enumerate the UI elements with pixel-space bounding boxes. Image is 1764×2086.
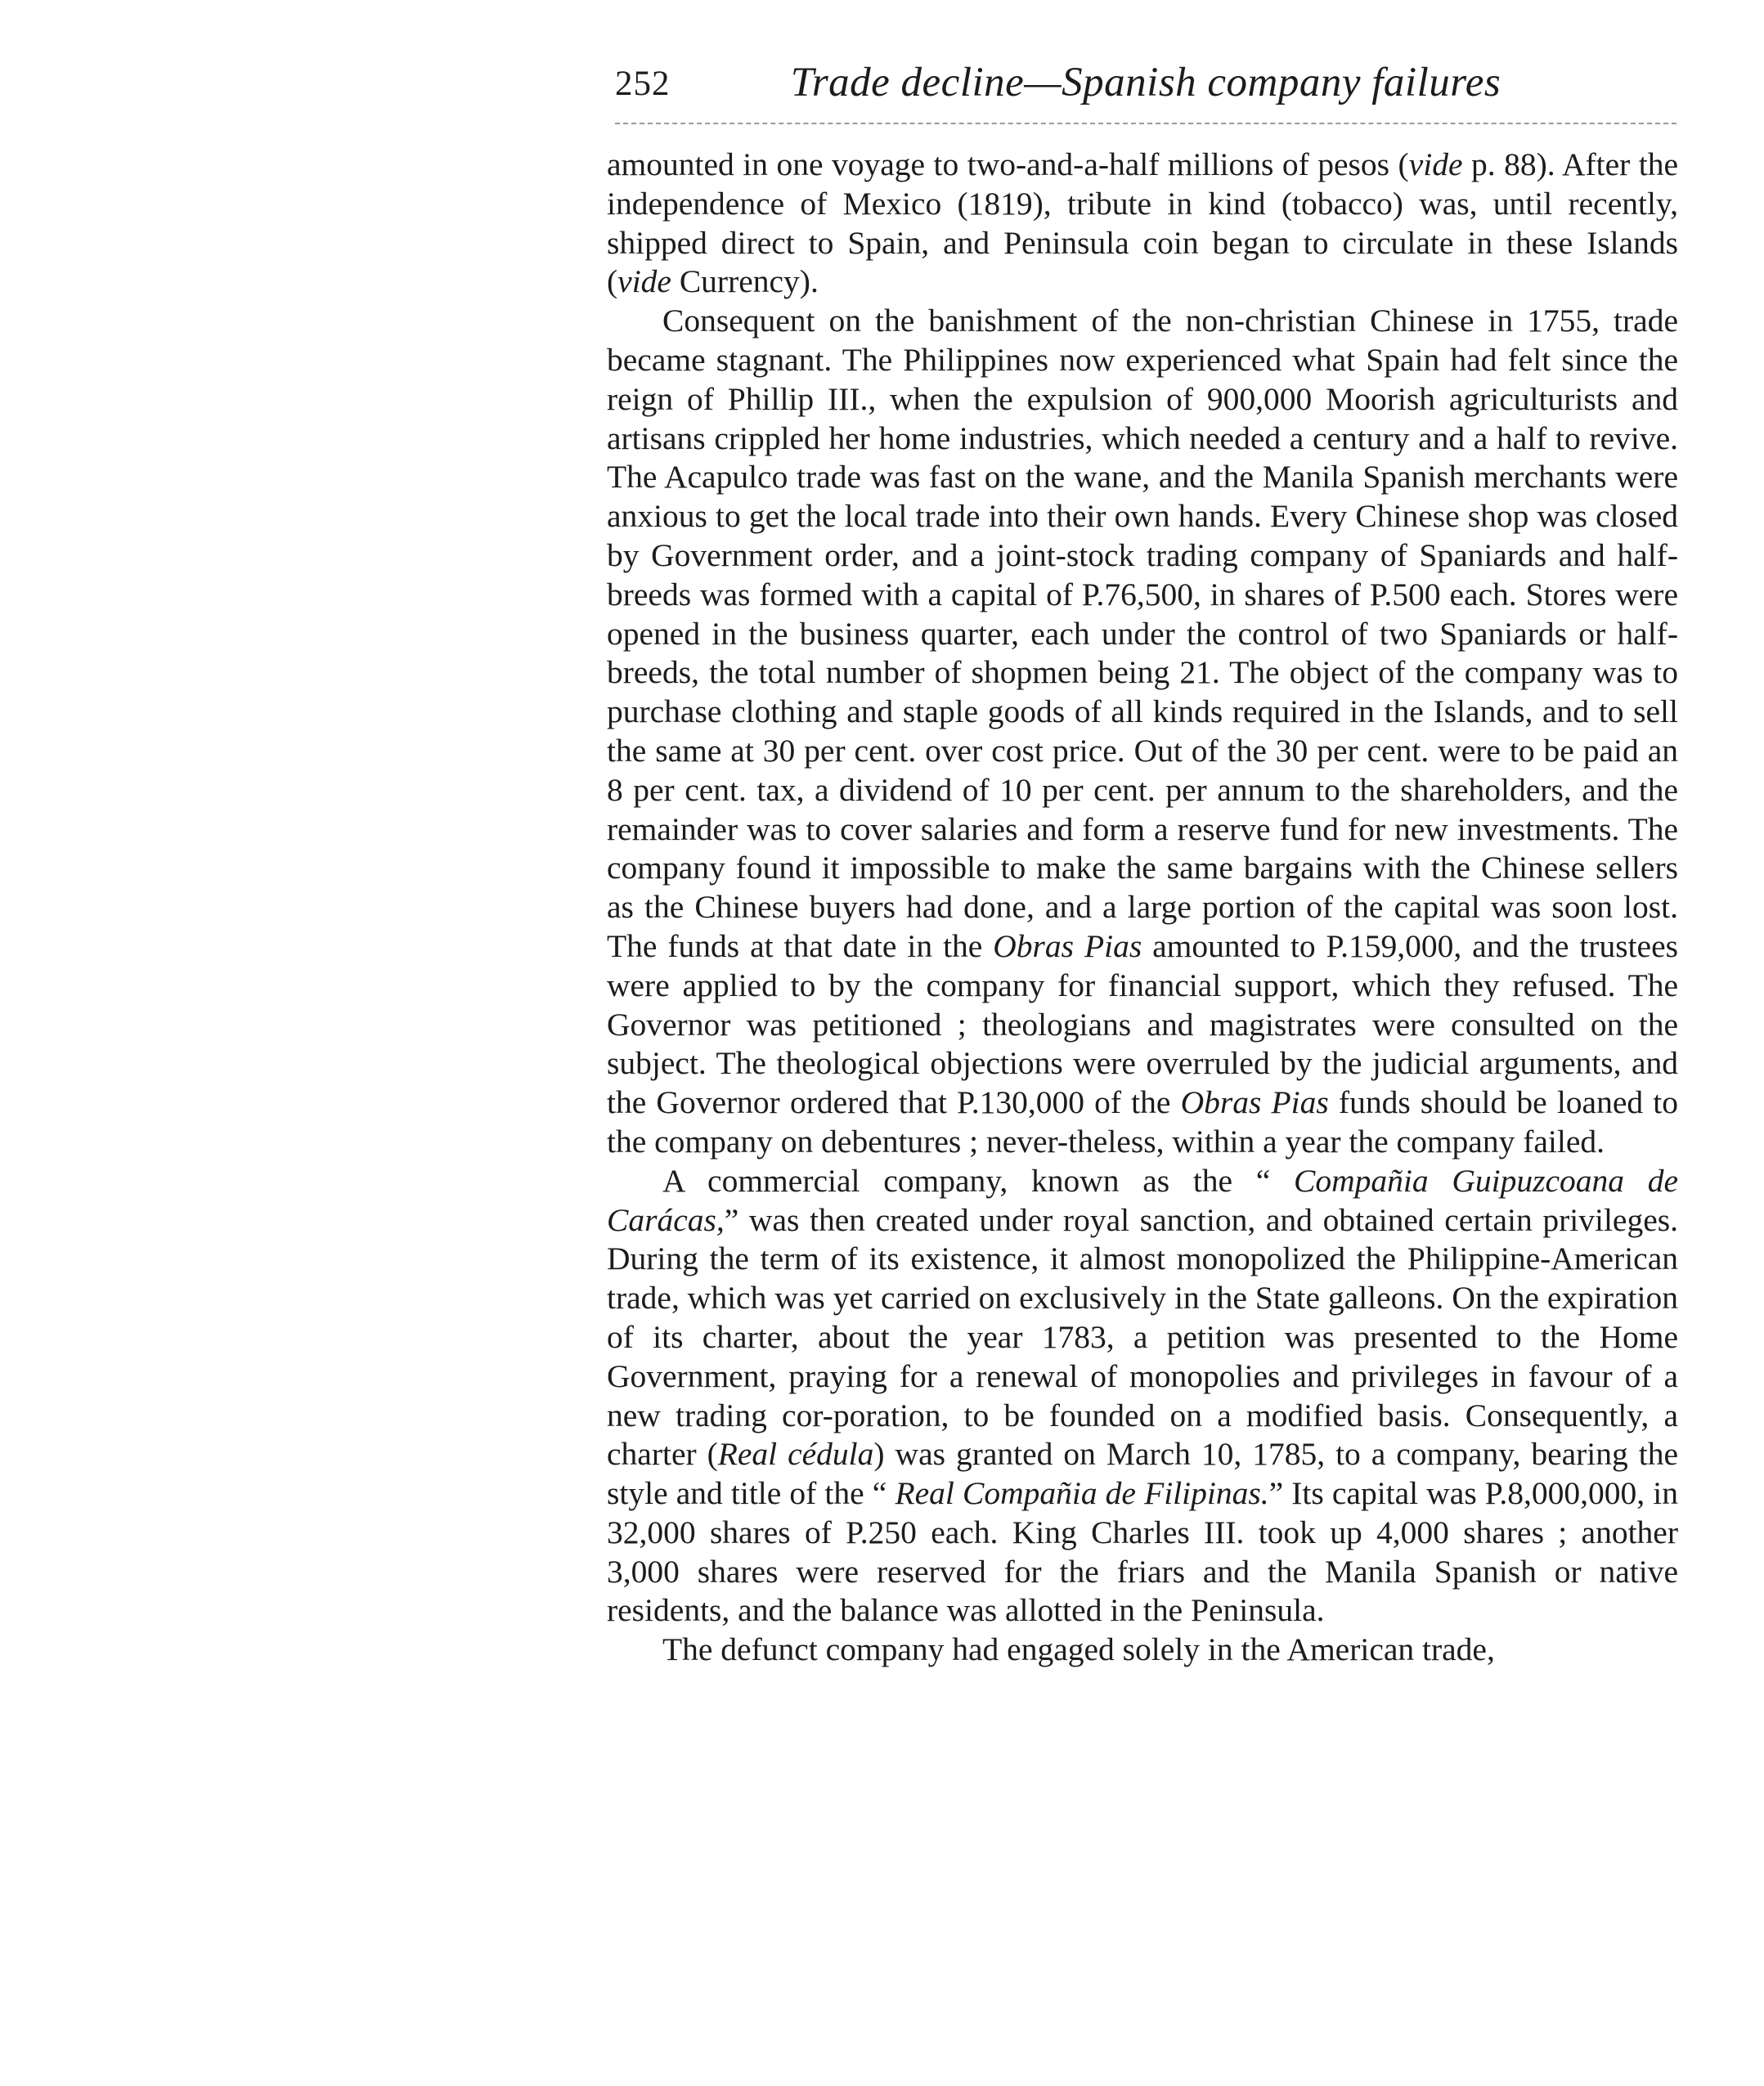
italic-text: vide (1408, 146, 1463, 182)
paragraph (607, 1631, 1678, 1670)
text-run: ) was granted on March 10, 1785, to a company, bearing the style and title of the “ (607, 1436, 1678, 1512)
text-run: ” was then created under royal sanction, and obtained certain privileges. During the term of its existence, it almost monopolized the Philippine-American trade, which was yet carried on exclusively in the State galleons. On the expiration of its charter, about the year 1783, a petition was presented to the Home Government, praying for a renewal of monopolies and privileges in favour of a new trading cor-poration, to be founded on a modified basis. Consequently, a charter ( (607, 1201, 1678, 1473)
text-run: ” Its capital was P.8,000,000, in 32,000 shares of P.250 each. King Charles III. took up 4,000 shares ; another 3,000 shares were reserved for the friars and the Manila Spanish or native residents, and the balance was allotted in the Peninsula. (607, 1475, 1678, 1629)
text-run: funds should be loaned to the company on debentures ; never-theless, within a year the company failed. (607, 1084, 1678, 1160)
italic-text: Real Compañia de Filipinas. (895, 1475, 1269, 1512)
text-run: Consequent on the banishment of the non-christian Chinese in 1755, trade became stagnant. The Philippines now experienced what Spain had felt since the reign of Phillip III., when the expulsion of 900,000 Moorish agriculturists and artisans crippled her home industries, which needed a century and a half to revive. The Acapulco trade was fast on the wane, and the Manila Spanish merchants were anxious to get the local trade into their own hands. Every Chinese shop was closed by Government order, and a joint-stock trading company of Spaniards and half-breeds was formed with a capital of P.76,500, in shares of P.500 each. Stores were opened in the business quarter, each under the control of two Spaniards or half-breeds, the total number of shopmen being 21. The object of the company was to purchase clothing and staple goods of all kinds required in the Islands, and to sell the same at 30 per cent. over cost price. Out of the 30 per cent. were to be paid an 8 per cent. tax, a dividend of 10 per cent. per annum to the shareholders, and the remainder was to cover salaries and form a reserve fund for new investments. The company found it impossible to make the same bargains with the Chinese sellers as the Chinese buyers had done, and a large portion of the capital was soon lost. The funds at that date in the (607, 303, 1678, 964)
header-rule (615, 123, 1676, 124)
text-run: p. 88). After the independence of Mexico (1819), tribute in kind (tobacco) was, until recently, shipped direct to Spain, and Peninsula coin began to circulate in these Islands ( (607, 146, 1678, 300)
italic-text: Real cédula (717, 1436, 874, 1473)
text-run: A commercial company, known as the “ (662, 1162, 1295, 1199)
italic-text: Obras Pias (1180, 1084, 1329, 1121)
paragraph (607, 1162, 1678, 1631)
italic-text: Compañia Guipuzcoana de Carácas, (607, 1162, 1678, 1238)
running-title: Trade decline—Spanish company failures (790, 60, 1501, 105)
italic-text: vide (617, 263, 671, 300)
text-run: amounted in one voyage to two-and-a-half millions of pesos ( (607, 146, 1409, 182)
paragraph (607, 302, 1678, 1162)
page-header (615, 59, 1676, 116)
page-number: 252 (615, 65, 671, 103)
body-text (607, 146, 1678, 2026)
paragraph (607, 146, 1678, 302)
text-run: The defunct company had engaged solely in the American trade, (662, 1631, 1495, 1668)
text-run: amounted to P.159,000, and the trustees were applied to by the company for financial support, which they refused. The Governor was petitioned ; theologians and magistrates were consulted on the subject. The theological objections were overruled by the judicial arguments, and the Governor ordered that P.130,000 of the (607, 927, 1678, 1121)
text-run: Currency). (671, 263, 819, 300)
italic-text: Obras Pias (993, 927, 1142, 964)
